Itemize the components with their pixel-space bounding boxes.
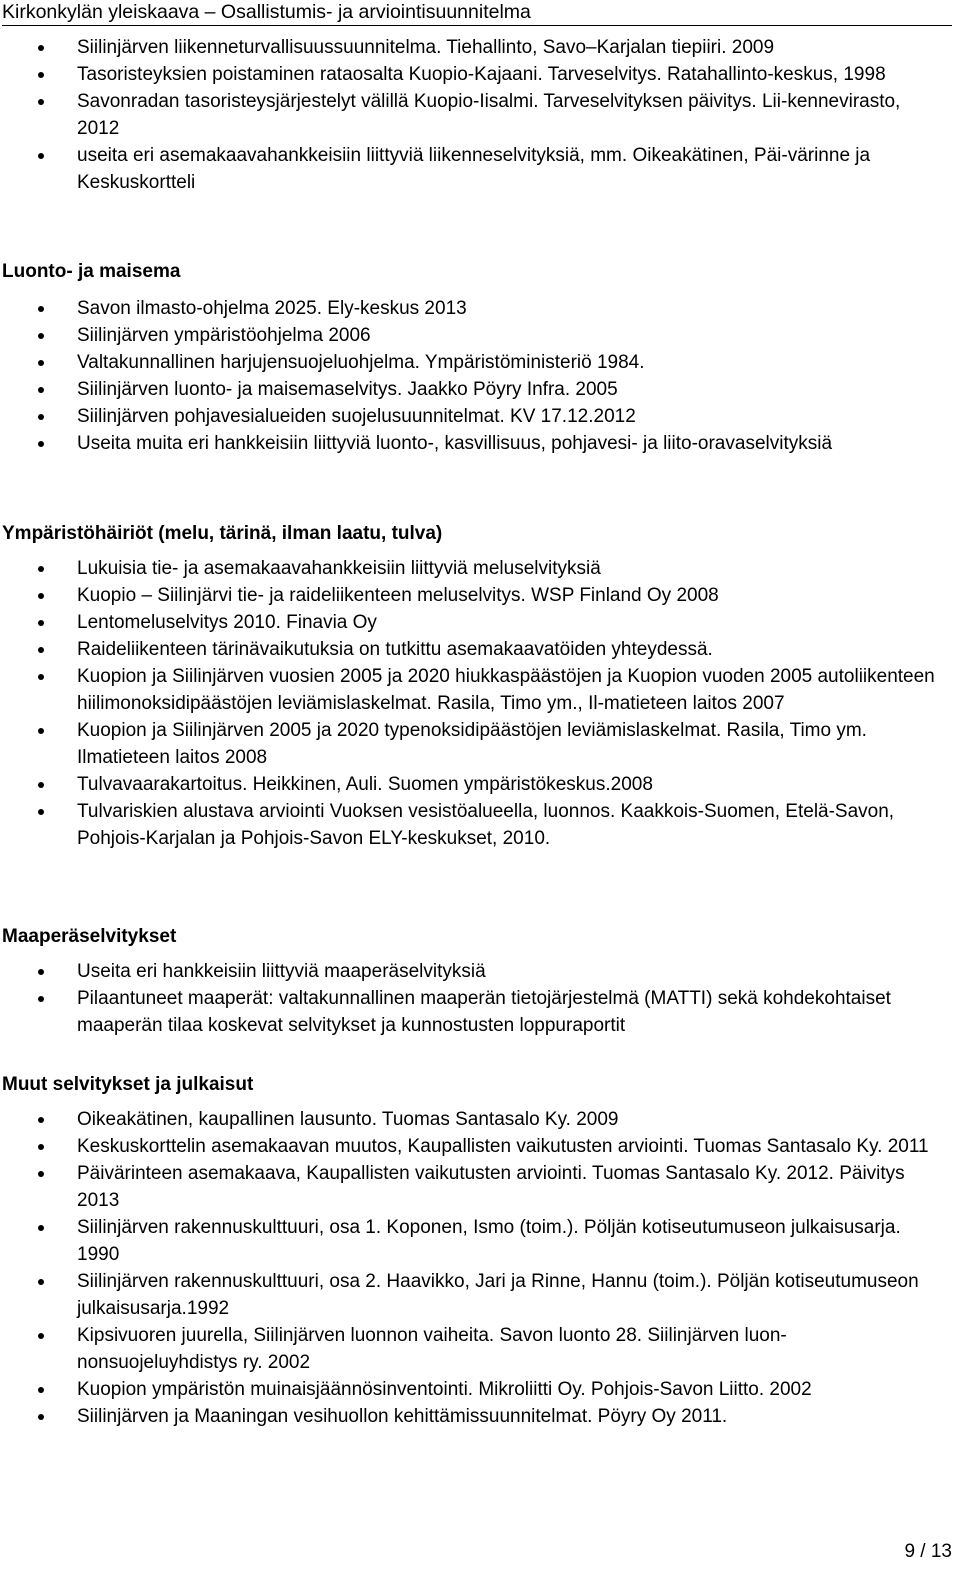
section-heading: Luonto- ja maisema xyxy=(2,261,181,282)
maapera-list xyxy=(0,958,950,1039)
section-liikenne xyxy=(0,34,950,196)
section-maapera xyxy=(0,925,950,1039)
bullet-icon xyxy=(38,1225,44,1231)
section-heading: Maaperäselvitykset xyxy=(2,926,177,947)
bullet-icon xyxy=(38,1387,44,1393)
bullet-icon xyxy=(38,996,44,1002)
bullet-icon xyxy=(38,387,44,393)
list-item: Tasoristeyksien poistaminen rataosalta Kuopio-Kajaani. Tarveselvitys. Ratahallinto-keskus, 1998 xyxy=(0,61,945,88)
bullet-icon xyxy=(38,1279,44,1285)
bullet-icon xyxy=(38,333,44,339)
list-item: Oikeakätinen, kaupallinen lausunto. Tuomas Santasalo Ky. 2009 xyxy=(0,1106,945,1133)
list-item: Siilinjärven pohjavesialueiden suojelusuunnitelmat. KV 17.12.2012 xyxy=(0,403,945,430)
list-item: Siilinjärven ja Maaningan vesihuollon kehittämissuunnitelmat. Pöyry Oy 2011. xyxy=(0,1403,945,1430)
bullet-icon xyxy=(38,674,44,680)
bullet-icon xyxy=(38,153,44,159)
bullet-icon xyxy=(38,1117,44,1123)
list-item: Savonradan tasoristeysjärjestelyt välillä Kuopio-Iisalmi. Tarveselvityksen päivitys. Lii-kennevirasto, 2012 xyxy=(0,88,945,142)
list-item: Savon ilmasto-ohjelma 2025. Ely-keskus 2013 xyxy=(0,295,945,322)
bullet-icon xyxy=(38,809,44,815)
list-item: Useita muita eri hankkeisiin liittyviä luonto-, kasvillisuus, pohjavesi- ja liito-oravaselvityksiä xyxy=(0,430,945,457)
bullet-icon xyxy=(38,566,44,572)
section-hairiot xyxy=(0,522,950,852)
bullet-icon xyxy=(38,360,44,366)
list-item: Raideliikenteen tärinävaikutuksia on tutkittu asemakaavatöiden yhteydessä. xyxy=(0,636,945,663)
bullet-icon xyxy=(38,441,44,447)
bullet-icon xyxy=(38,45,44,51)
list-item: Useita eri hankkeisiin liittyviä maaperäselvityksiä xyxy=(0,958,945,985)
bullet-icon xyxy=(38,1144,44,1150)
list-item: Kuopion ja Siilinjärven vuosien 2005 ja 2020 hiukkaspäästöjen ja Kuopion vuoden 2005 autoliikenteen hiilimonoksidipäästöjen leviämislaskelmat. Rasila, Timo ym., Il-matieteen laitos 2007 xyxy=(0,663,945,717)
bullet-icon xyxy=(38,782,44,788)
bullet-icon xyxy=(38,1414,44,1420)
bullet-icon xyxy=(38,647,44,653)
luonto-list xyxy=(0,295,950,457)
list-item: Lukuisia tie- ja asemakaavahankkeisiin liittyviä meluselvityksiä xyxy=(0,555,945,582)
list-item: Tulvariskien alustava arviointi Vuoksen vesistöalueella, luonnos. Kaakkois-Suomen, Etelä-Savon, Pohjois-Karjalan ja Pohjois-Savon ELY-keskukset, 2010. xyxy=(0,798,945,852)
bullet-icon xyxy=(38,969,44,975)
bullet-icon xyxy=(38,414,44,420)
section-muut xyxy=(0,1073,950,1430)
page-number: 9 / 13 xyxy=(904,1541,952,1562)
list-item: Lentomeluselvitys 2010. Finavia Oy xyxy=(0,609,945,636)
section-heading: Muut selvitykset ja julkaisut xyxy=(2,1074,254,1095)
muut-list xyxy=(0,1106,950,1430)
list-item: Keskuskorttelin asemakaavan muutos, Kaupallisten vaikutusten arviointi. Tuomas Santasalo Ky. 2011 xyxy=(0,1133,945,1160)
bullet-icon xyxy=(38,728,44,734)
list-item: Kuopion ympäristön muinaisjäännösinventointi. Mikroliitti Oy. Pohjois-Savon Liitto. 2002 xyxy=(0,1376,945,1403)
list-item: useita eri asemakaavahankkeisiin liittyviä liikenneselvityksiä, mm. Oikeakätinen, Päi-värinne ja Keskuskortteli xyxy=(0,142,945,196)
section-luonto xyxy=(0,260,950,457)
liikenne-list xyxy=(0,34,950,196)
list-item: Siilinjärven ympäristöohjelma 2006 xyxy=(0,322,945,349)
list-item: Kuopio – Siilinjärvi tie- ja raideliikenteen meluselvitys. WSP Finland Oy 2008 xyxy=(0,582,945,609)
bullet-icon xyxy=(38,620,44,626)
list-item: Tulvavaarakartoitus. Heikkinen, Auli. Suomen ympäristökeskus.2008 xyxy=(0,771,945,798)
section-heading: Ympäristöhäiriöt (melu, tärinä, ilman laatu, tulva) xyxy=(2,523,443,544)
list-item: Päivärinteen asemakaava, Kaupallisten vaikutusten arviointi. Tuomas Santasalo Ky. 2012. Päivitys 2013 xyxy=(0,1160,945,1214)
list-item: Kipsivuoren juurella, Siilinjärven luonnon vaiheita. Savon luonto 28. Siilinjärven luon-nonsuojeluyhdistys ry. 2002 xyxy=(0,1322,945,1376)
list-item: Siilinjärven rakennuskulttuuri, osa 2. Haavikko, Jari ja Rinne, Hannu (toim.). Pöljän kotiseutumuseon julkaisusarja.1992 xyxy=(0,1268,945,1322)
bullet-icon xyxy=(38,1333,44,1339)
list-item: Siilinjärven luonto- ja maisemaselvitys. Jaakko Pöyry Infra. 2005 xyxy=(0,376,945,403)
document-title: Kirkonkylän yleiskaava – Osallistumis- ja arviointisuunnitelma xyxy=(2,1,531,23)
list-item: Pilaantuneet maaperät: valtakunnallinen maaperän tietojärjestelmä (MATTI) sekä kohdekohtaiset maaperän tilaa koskevat selvitykset ja kunnostusten loppuraportit xyxy=(0,985,945,1039)
list-item: Siilinjärven liikenneturvallisuussuunnitelma. Tiehallinto, Savo–Karjalan tiepiiri. 2009 xyxy=(0,34,945,61)
bullet-icon xyxy=(38,593,44,599)
list-item: Valtakunnallinen harjujensuojeluohjelma. Ympäristöministeriö 1984. xyxy=(0,349,945,376)
bullet-icon xyxy=(38,72,44,78)
hairiot-list xyxy=(0,555,950,852)
list-item: Siilinjärven rakennuskulttuuri, osa 1. Koponen, Ismo (toim.). Pöljän kotiseutumuseon julkaisusarja. 1990 xyxy=(0,1214,945,1268)
bullet-icon xyxy=(38,306,44,312)
bullet-icon xyxy=(38,99,44,105)
list-item: Kuopion ja Siilinjärven 2005 ja 2020 typenoksidipäästöjen leviämislaskelmat. Rasila, Timo ym. Ilmatieteen laitos 2008 xyxy=(0,717,945,771)
bullet-icon xyxy=(38,1171,44,1177)
page-header xyxy=(2,0,952,26)
